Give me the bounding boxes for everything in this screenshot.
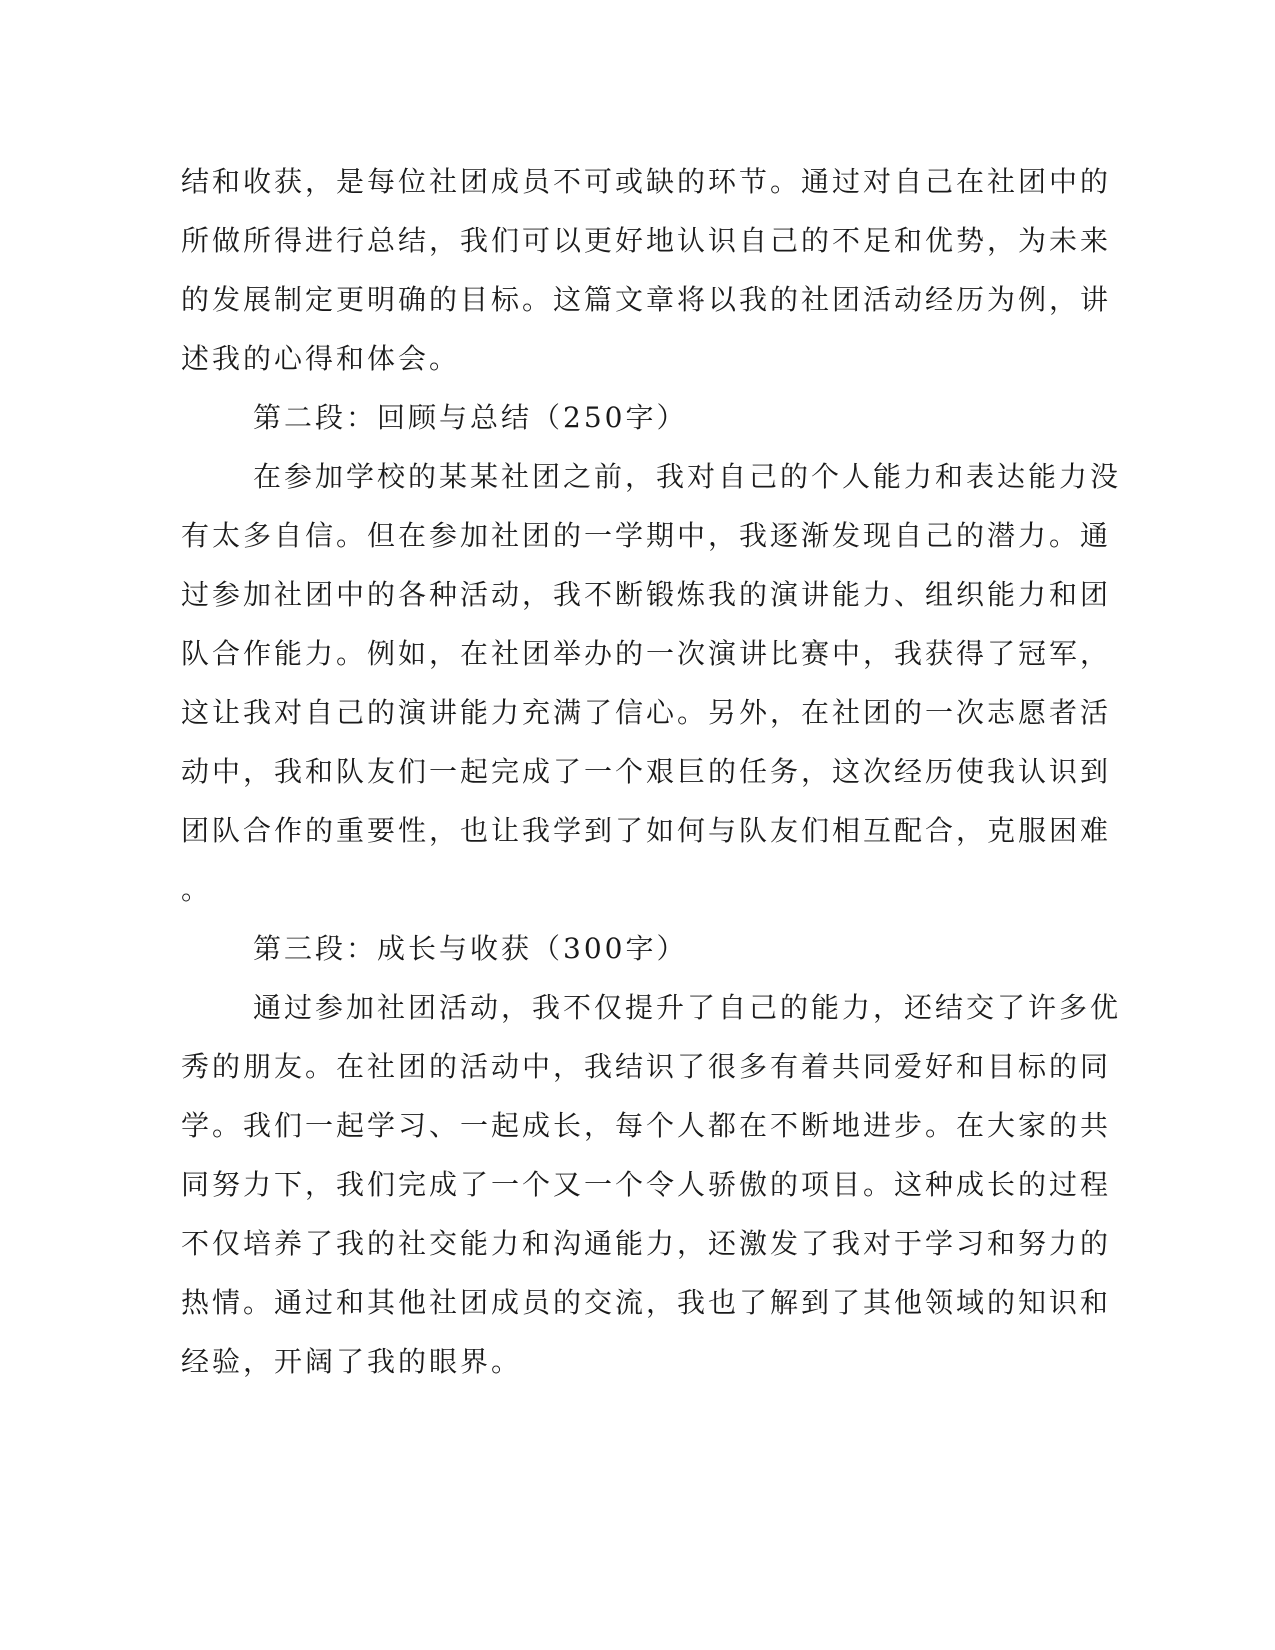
text-line: 有太多自信。但在参加社团的一学期中，我逐渐发现自己的潜力。通 <box>181 519 1112 552</box>
section-heading: 第二段：回顾与总结（250字） <box>253 401 688 434</box>
text-line: 。 <box>181 873 213 906</box>
text-line: 学。我们一起学习、一起成长，每个人都在不断地进步。在大家的共 <box>181 1109 1112 1142</box>
text-line: 的发展制定更明确的目标。这篇文章将以我的社团活动经历为例，讲 <box>181 283 1112 316</box>
section-heading: 第三段：成长与收获（300字） <box>253 932 688 965</box>
text-line: 结和收获，是每位社团成员不可或缺的环节。通过对自己在社团中的 <box>181 165 1112 198</box>
text-line: 不仅培养了我的社交能力和沟通能力，还激发了我对于学习和努力的 <box>181 1227 1112 1260</box>
text-line: 这让我对自己的演讲能力充满了信心。另外，在社团的一次志愿者活 <box>181 696 1112 729</box>
text-line: 通过参加社团活动，我不仅提升了自己的能力，还结交了许多优 <box>253 991 1122 1024</box>
text-line: 经验，开阔了我的眼界。 <box>181 1345 523 1378</box>
text-line: 在参加学校的某某社团之前，我对自己的个人能力和表达能力没 <box>253 460 1122 493</box>
document-body <box>181 152 1122 1391</box>
text-line: 同努力下，我们完成了一个又一个令人骄傲的项目。这种成长的过程 <box>181 1168 1112 1201</box>
text-line: 过参加社团中的各种活动，我不断锻炼我的演讲能力、组织能力和团 <box>181 578 1112 611</box>
text-line: 动中，我和队友们一起完成了一个艰巨的任务，这次经历使我认识到 <box>181 755 1112 788</box>
text-line: 所做所得进行总结，我们可以更好地认识自己的不足和优势，为未来 <box>181 224 1112 257</box>
text-line: 团队合作的重要性，也让我学到了如何与队友们相互配合，克服困难 <box>181 814 1112 847</box>
text-line: 队合作能力。例如，在社团举办的一次演讲比赛中，我获得了冠军， <box>181 637 1112 670</box>
text-line: 述我的心得和体会。 <box>181 342 461 375</box>
text-line: 热情。通过和其他社团成员的交流，我也了解到了其他领域的知识和 <box>181 1286 1112 1319</box>
text-line: 秀的朋友。在社团的活动中，我结识了很多有着共同爱好和目标的同 <box>181 1050 1112 1083</box>
